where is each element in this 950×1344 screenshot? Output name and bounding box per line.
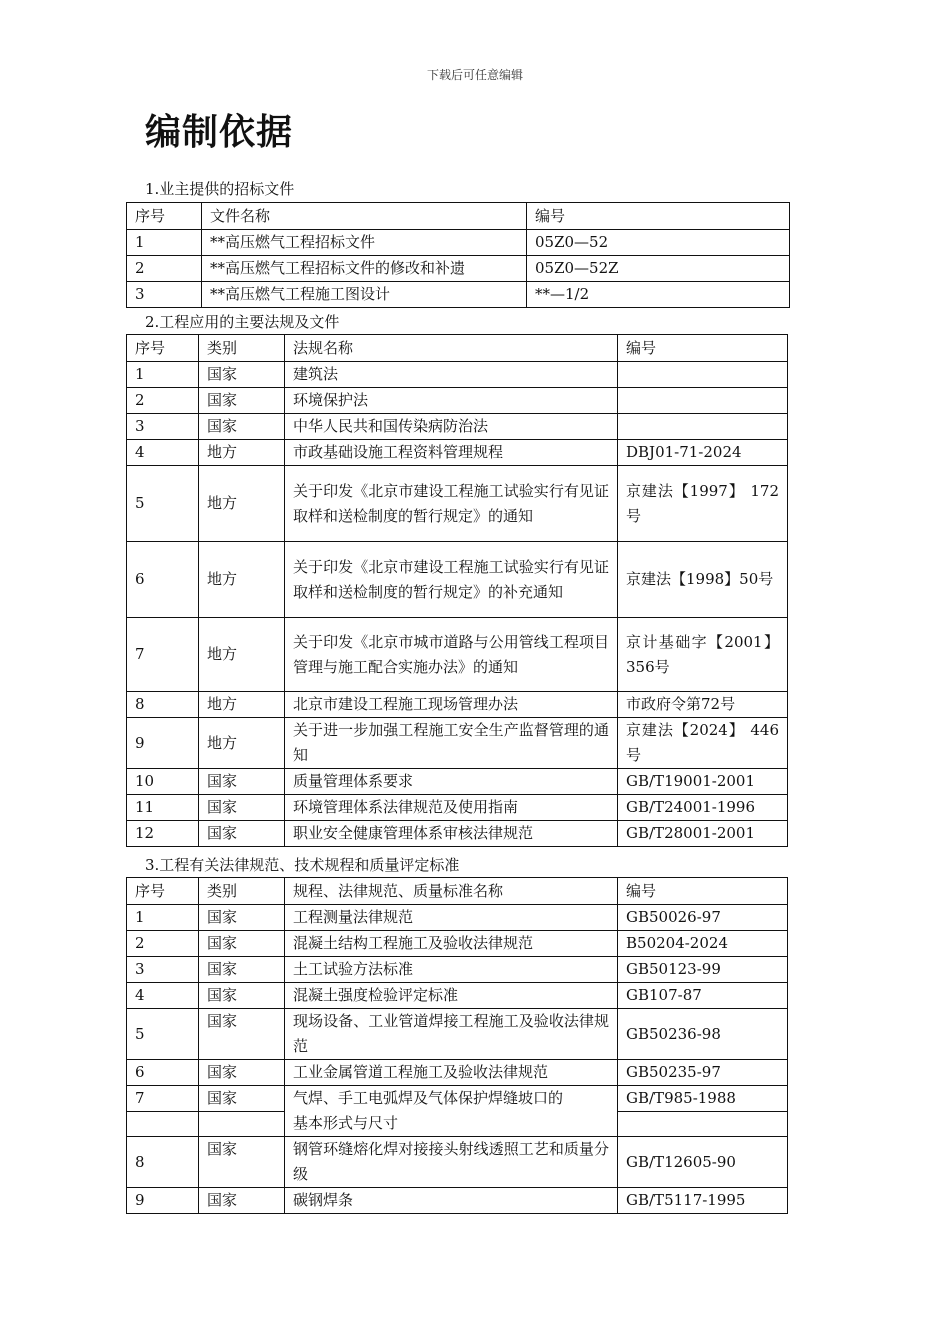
table-cell: 环境保护法 [285,388,618,414]
table-cell: 10 [127,769,199,795]
table-cell: 京建法【2024】 446号 [618,718,788,769]
table-row [127,440,788,466]
table-cell: 3 [127,414,199,440]
table-row [127,542,788,618]
table-cell: GB/T24001-1996 [618,795,788,821]
table-cell: 12 [127,821,199,847]
table-cell: GB/T985-1988 [618,1086,788,1112]
table-row [127,769,788,795]
table-cell-empty [199,1112,285,1137]
table-row [127,230,790,256]
table-row [127,256,790,282]
table-cell-empty [127,1112,199,1137]
table-cell: 6 [127,1060,199,1086]
table-cell: 土工试验方法标准 [285,957,618,983]
table-row [127,957,788,983]
table-cell: 国家 [199,983,285,1009]
document-title: 编制依据 [145,112,294,153]
table-cell: B50204-2024 [618,931,788,957]
table-cell: 现场设备、工业管道焊接工程施工及验收法律规范 [285,1009,618,1060]
table-cell: 环境管理体系法律规范及使用指南 [285,795,618,821]
table-cell: 建筑法 [285,362,618,388]
table-cell [618,388,788,414]
table-cell: 6 [127,542,199,618]
table-row [127,718,788,769]
table-cell: 地方 [199,618,285,692]
column-header: 序号 [127,335,199,362]
table-cell: 关于印发《北京市建设工程施工试验实行有见证取样和送检制度的暂行规定》的通知 [285,466,618,542]
table-cell: 7 [127,618,199,692]
table-row [127,1060,788,1086]
table-row [127,1086,788,1112]
bid-documents-table [126,202,790,308]
table-cell: 8 [127,1137,199,1188]
table-cell: 国家 [199,1009,285,1060]
page-header: 下载后可任意编辑 [426,68,523,82]
table-row [127,1188,788,1214]
table-cell: 国家 [199,1086,285,1112]
table-cell: 1 [127,230,202,256]
table-row [127,931,788,957]
table-cell: 3 [127,957,199,983]
table-cell: 京建法【1997】 172号 [618,466,788,542]
column-header: 法规名称 [285,335,618,362]
column-header: 编号 [618,878,788,905]
table-cell: DBJ01-71-2024 [618,440,788,466]
table-row [127,1137,788,1188]
table-cell: 地方 [199,466,285,542]
table-cell: **高压燃气工程招标文件 [202,230,527,256]
table-row [127,466,788,542]
table-cell: 国家 [199,362,285,388]
table-cell: 9 [127,718,199,769]
table-cell: 5 [127,466,199,542]
table-cell: 地方 [199,440,285,466]
table-cell: GB/T28001-2001 [618,821,788,847]
table-cell: GB107-87 [618,983,788,1009]
table-row [127,692,788,718]
table-cell: 地方 [199,542,285,618]
table-header-row [127,335,788,362]
table-cell: 4 [127,983,199,1009]
section-heading-3: 3.工程有关法律规范、技术规程和质量评定标准 [145,856,460,874]
table-cell: 气焊、手工电弧焊及气体保护焊缝坡口的基本形式与尺寸 [285,1086,618,1137]
section-heading-2: 2.工程应用的主要法规及文件 [145,313,340,331]
table-cell: GB/T5117-1995 [618,1188,788,1214]
table-cell: 国家 [199,1060,285,1086]
table-cell: **高压燃气工程招标文件的修改和补遗 [202,256,527,282]
table-cell: GB50235-97 [618,1060,788,1086]
table-cell: 国家 [199,931,285,957]
column-header: 编号 [618,335,788,362]
table-cell: 05Z0—52 [527,230,790,256]
table-cell: 钢管环缝熔化焊对接接头射线透照工艺和质量分级 [285,1137,618,1188]
table-cell: 2 [127,388,199,414]
table-row [127,1009,788,1060]
table-cell: GB/T12605-90 [618,1137,788,1188]
table-cell: 市政基础设施工程资料管理规程 [285,440,618,466]
table-cell: 京计基础字【2001】356号 [618,618,788,692]
table-cell: 关于印发《北京市建设工程施工试验实行有见证取样和送检制度的暂行规定》的补充通知 [285,542,618,618]
table-cell: 质量管理体系要求 [285,769,618,795]
table-cell: 关于印发《北京市城市道路与公用管线工程项目管理与施工配合实施办法》的通知 [285,618,618,692]
table-cell: 国家 [199,414,285,440]
table-cell: 国家 [199,769,285,795]
column-header: 序号 [127,203,202,230]
column-header: 编号 [527,203,790,230]
table-cell: 混凝土强度检验评定标准 [285,983,618,1009]
table-cell: 工业金属管道工程施工及验收法律规范 [285,1060,618,1086]
table-cell: GB50236-98 [618,1009,788,1060]
section-heading-1: 1.业主提供的招标文件 [145,180,295,198]
table-cell: GB/T19001-2001 [618,769,788,795]
column-header: 类别 [199,878,285,905]
table-cell: 职业安全健康管理体系审核法律规范 [285,821,618,847]
regulations-table [126,334,788,847]
table-header-row [127,203,790,230]
table-cell: 国家 [199,821,285,847]
table-cell: 国家 [199,905,285,931]
table-cell: 9 [127,1188,199,1214]
table-cell: 1 [127,905,199,931]
table-cell: 碳钢焊条 [285,1188,618,1214]
table-cell: 11 [127,795,199,821]
table-row [127,618,788,692]
table-row [127,905,788,931]
table-cell: 5 [127,1009,199,1060]
table-cell-empty [618,1112,788,1137]
column-header: 规程、法律规范、质量标准名称 [285,878,618,905]
table-cell: 2 [127,931,199,957]
table-cell: **—1/2 [527,282,790,308]
table-row [127,362,788,388]
table-row [127,282,790,308]
table-cell: 地方 [199,692,285,718]
table-row [127,821,788,847]
standards-table [126,877,788,1214]
table-header-row [127,878,788,905]
column-header: 文件名称 [202,203,527,230]
table-cell: 1 [127,362,199,388]
table-cell: 中华人民共和国传染病防治法 [285,414,618,440]
table-cell: 05Z0—52Z [527,256,790,282]
table-cell: 2 [127,256,202,282]
column-header: 类别 [199,335,285,362]
table-cell: 京建法【1998】50号 [618,542,788,618]
table-cell: 地方 [199,718,285,769]
table-cell: GB50026-97 [618,905,788,931]
table-cell [618,414,788,440]
table-cell: 国家 [199,957,285,983]
table-cell: 国家 [199,1188,285,1214]
table-row [127,388,788,414]
table-cell: 混凝土结构工程施工及验收法律规范 [285,931,618,957]
table-cell: 3 [127,282,202,308]
table-row [127,414,788,440]
column-header: 序号 [127,878,199,905]
table-cell: 7 [127,1086,199,1112]
table-cell: 4 [127,440,199,466]
table-cell: 北京市建设工程施工现场管理办法 [285,692,618,718]
table-cell: 市政府令第72号 [618,692,788,718]
table-cell: 关于进一步加强工程施工安全生产监督管理的通知 [285,718,618,769]
table-row [127,795,788,821]
table-cell: 工程测量法律规范 [285,905,618,931]
table-cell [618,362,788,388]
table-cell: GB50123-99 [618,957,788,983]
table-cell: 8 [127,692,199,718]
table-cell: **高压燃气工程施工图设计 [202,282,527,308]
table-cell: 国家 [199,795,285,821]
table-row [127,983,788,1009]
table-cell: 国家 [199,388,285,414]
table-cell: 国家 [199,1137,285,1188]
